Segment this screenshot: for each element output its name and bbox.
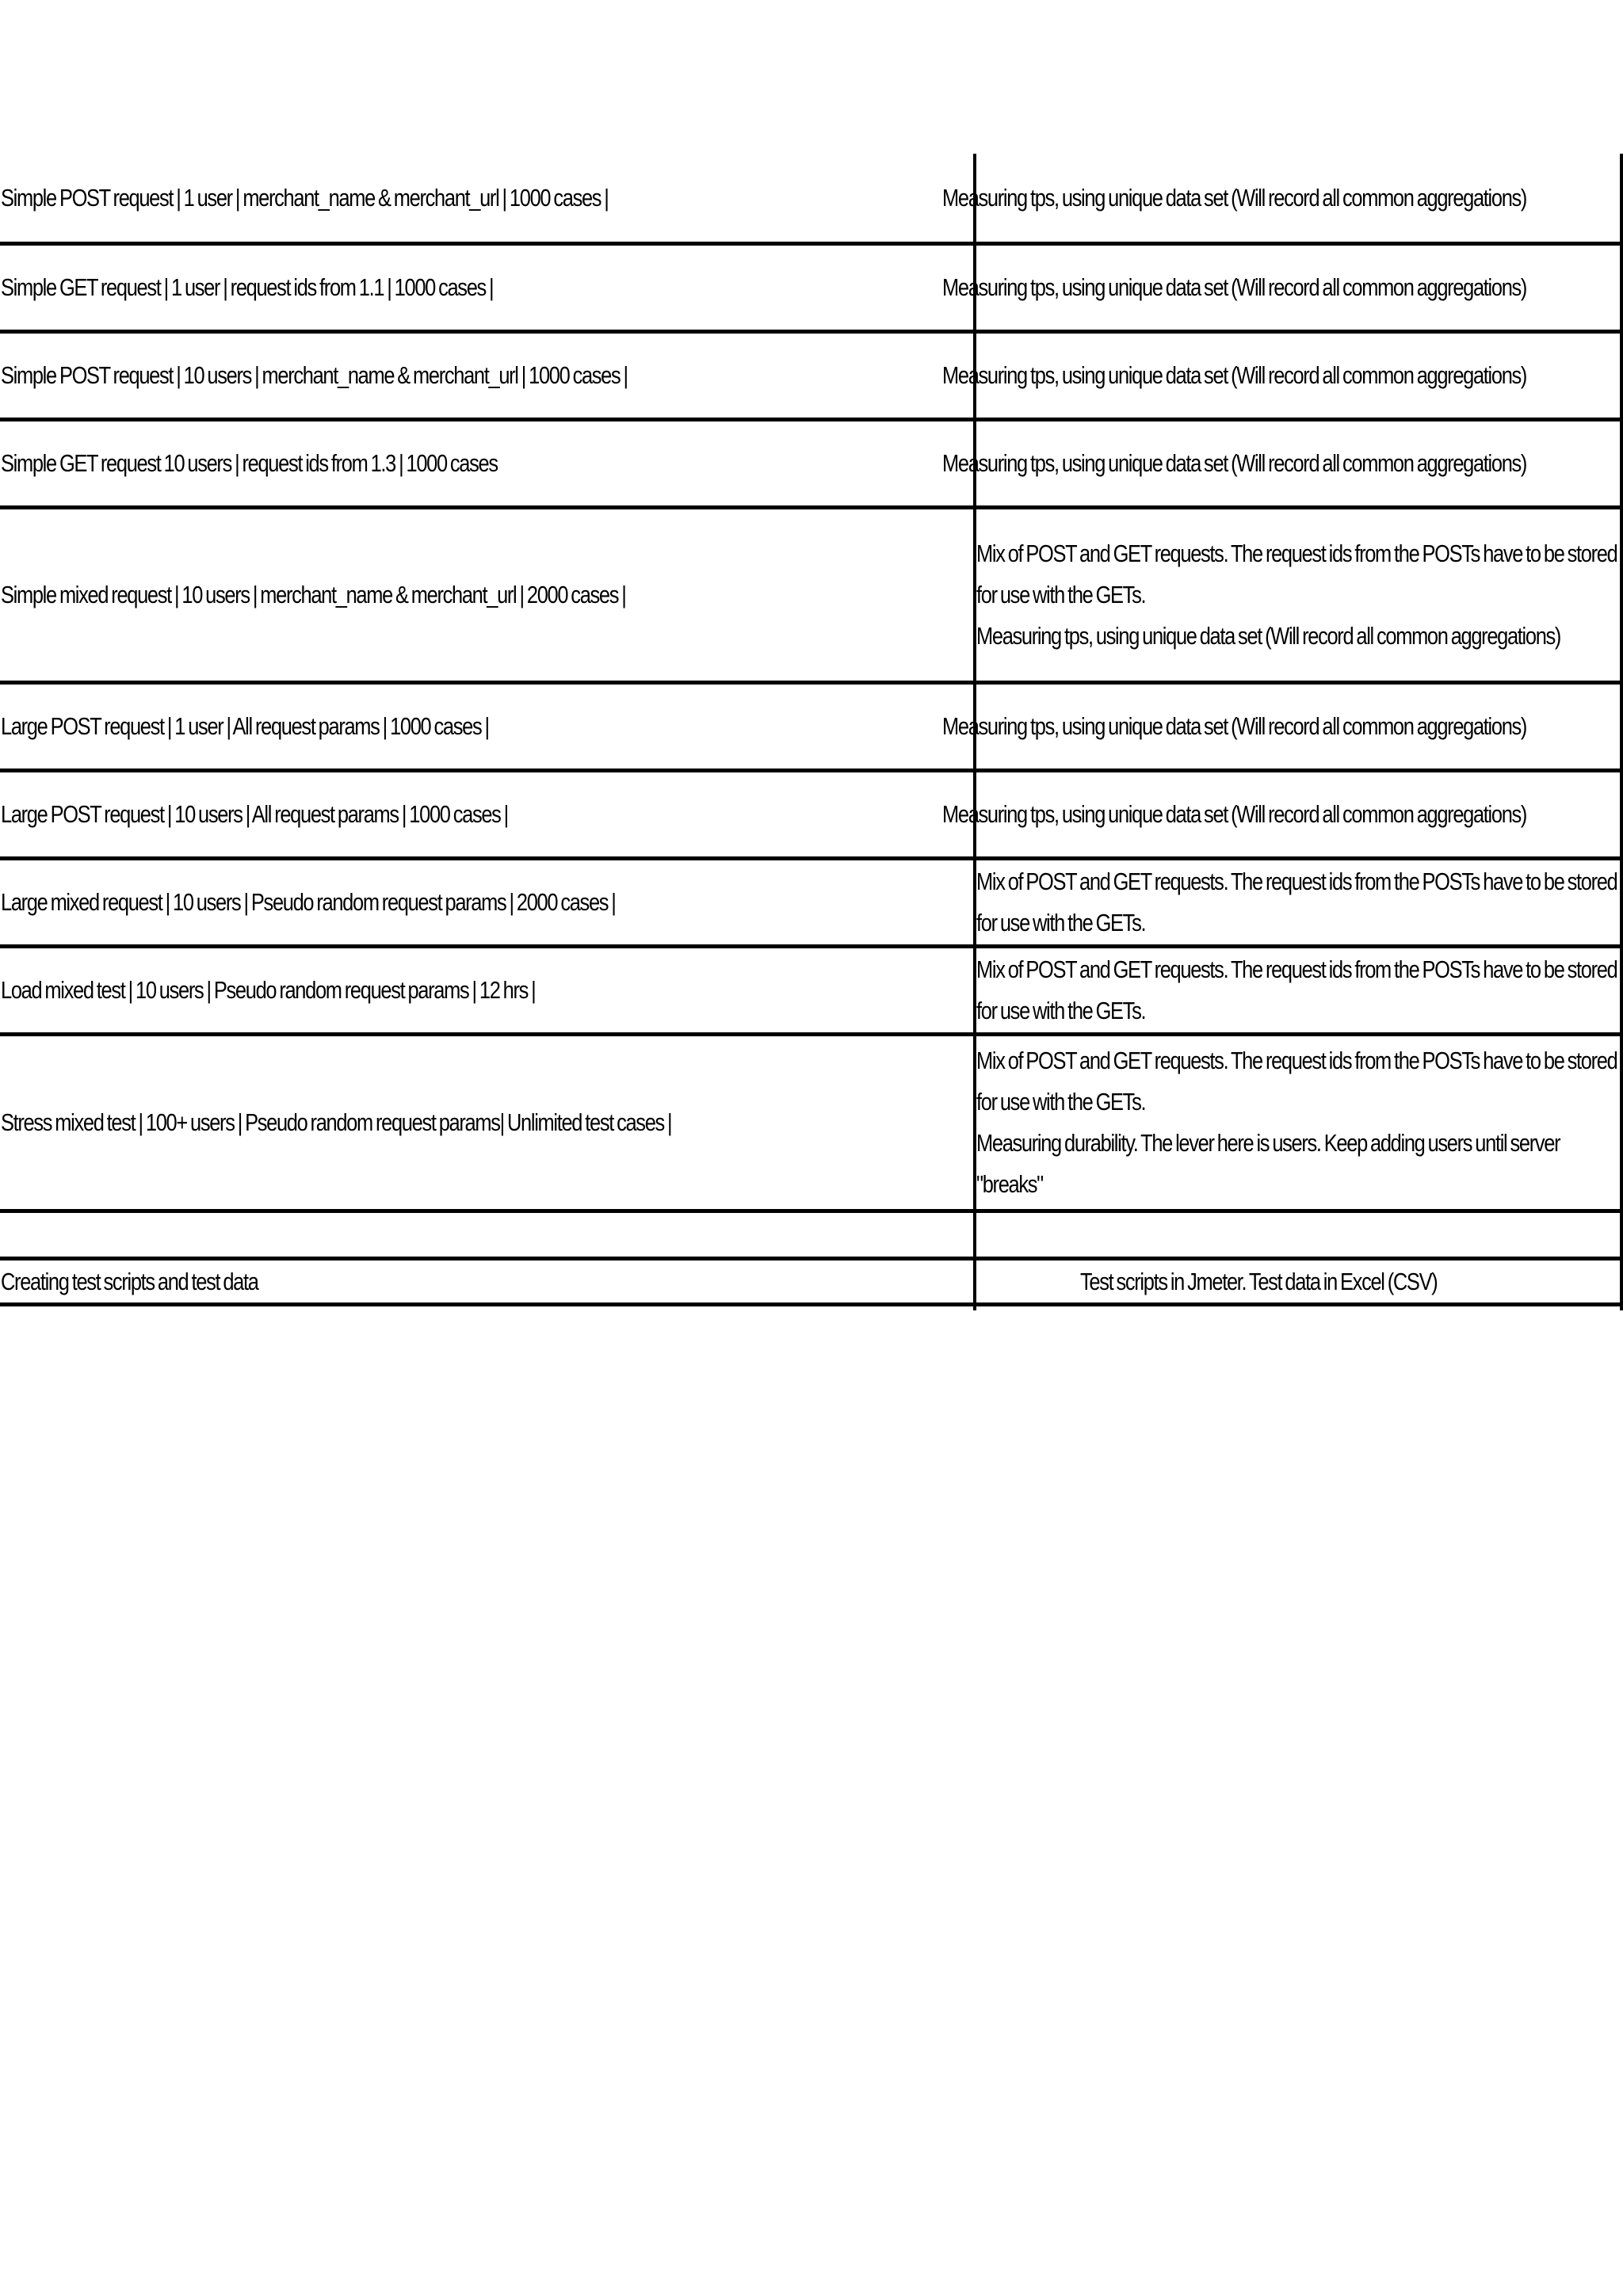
test-cell [0,948,967,1032]
test-text: Load mixed test | 10 users | Pseudo random request params | 12 hrs | [1,976,536,1004]
test-text: Simple GET request | 1 user | request ids from 1.1 | 1000 cases | [1,273,494,301]
empty-cell [0,1213,967,1257]
notes-line: for use with the GETs. [976,909,1146,936]
test-text: Large mixed request | 10 users | Pseudo random request params | 2000 cases | [1,888,616,916]
test-cell [0,509,967,681]
notes-line: Mix of POST and GET requests. The request ids from the POSTs have to be stored [976,1047,1617,1074]
test-cell [0,685,967,769]
test-text: Simple POST request | 10 users | merchant_name & merchant_url | 1000 cases | [1,361,628,389]
test-text: Simple POST request | 1 user | merchant_name & merchant_url | 1000 cases | [1,183,609,212]
notes-cell [976,860,1620,944]
notes-line: Measuring tps, using unique data set (Will record all common aggregations) [941,183,1526,212]
test-cell [0,1261,967,1302]
notes-cell [941,246,1620,330]
notes-cell [976,1261,1620,1302]
notes-cell [976,1036,1620,1209]
spreadsheet-table [0,154,1623,1310]
notes-line: Measuring tps, using unique data set (Will record all common aggregations) [976,622,1561,650]
notes-cell [976,509,1620,681]
empty-cell [976,1213,1620,1257]
test-cell [0,772,967,856]
notes-cell [941,685,1620,769]
notes-cell [941,772,1620,856]
notes-line: Measuring tps, using unique data set (Will record all common aggregations) [941,273,1526,301]
row-border [0,1302,1623,1306]
notes-line: Measuring durability. The lever here is users. Keep adding users until server [976,1129,1560,1157]
test-cell [0,421,967,505]
notes-line: Measuring tps, using unique data set (Will record all common aggregations) [941,449,1526,477]
test-cell [0,154,967,242]
notes-line: Measuring tps, using unique data set (Will record all common aggregations) [941,800,1526,828]
test-cell [0,1036,967,1209]
notes-line: for use with the GETs. [976,581,1146,608]
test-text: Simple mixed request | 10 users | merchant_name & merchant_url | 2000 cases | [1,581,626,608]
notes-line: Mix of POST and GET requests. The request ids from the POSTs have to be stored [976,540,1617,567]
notes-line: "breaks" [976,1170,1043,1198]
test-cell [0,860,967,944]
test-cell [0,246,967,330]
notes-line: for use with the GETs. [976,997,1146,1024]
test-text: Simple GET request 10 users | request ids from 1.3 | 1000 cases [1,449,498,477]
notes-cell [941,334,1620,418]
test-cell [0,334,967,418]
notes-line: Mix of POST and GET requests. The request ids from the POSTs have to be stored [976,868,1617,895]
notes-line: Measuring tps, using unique data set (Will record all common aggregations) [941,712,1526,740]
notes-line: Mix of POST and GET requests. The request ids from the POSTs have to be stored [976,955,1617,983]
notes-line: Test scripts in Jmeter. Test data in Excel (CSV) [1080,1267,1438,1295]
notes-cell [976,948,1620,1032]
test-text: Large POST request | 1 user | All request params | 1000 cases | [1,712,489,740]
notes-line: Measuring tps, using unique data set (Will record all common aggregations) [941,361,1526,389]
notes-cell [941,421,1620,505]
test-text: Stress mixed test | 100+ users | Pseudo random request params| Unlimited test cases | [1,1108,672,1136]
test-text: Creating test scripts and test data [1,1267,258,1295]
notes-line: for use with the GETs. [976,1088,1146,1116]
notes-cell [941,154,1620,242]
right-border [1620,154,1623,1310]
test-text: Large POST request | 10 users | All request params | 1000 cases | [1,800,508,828]
